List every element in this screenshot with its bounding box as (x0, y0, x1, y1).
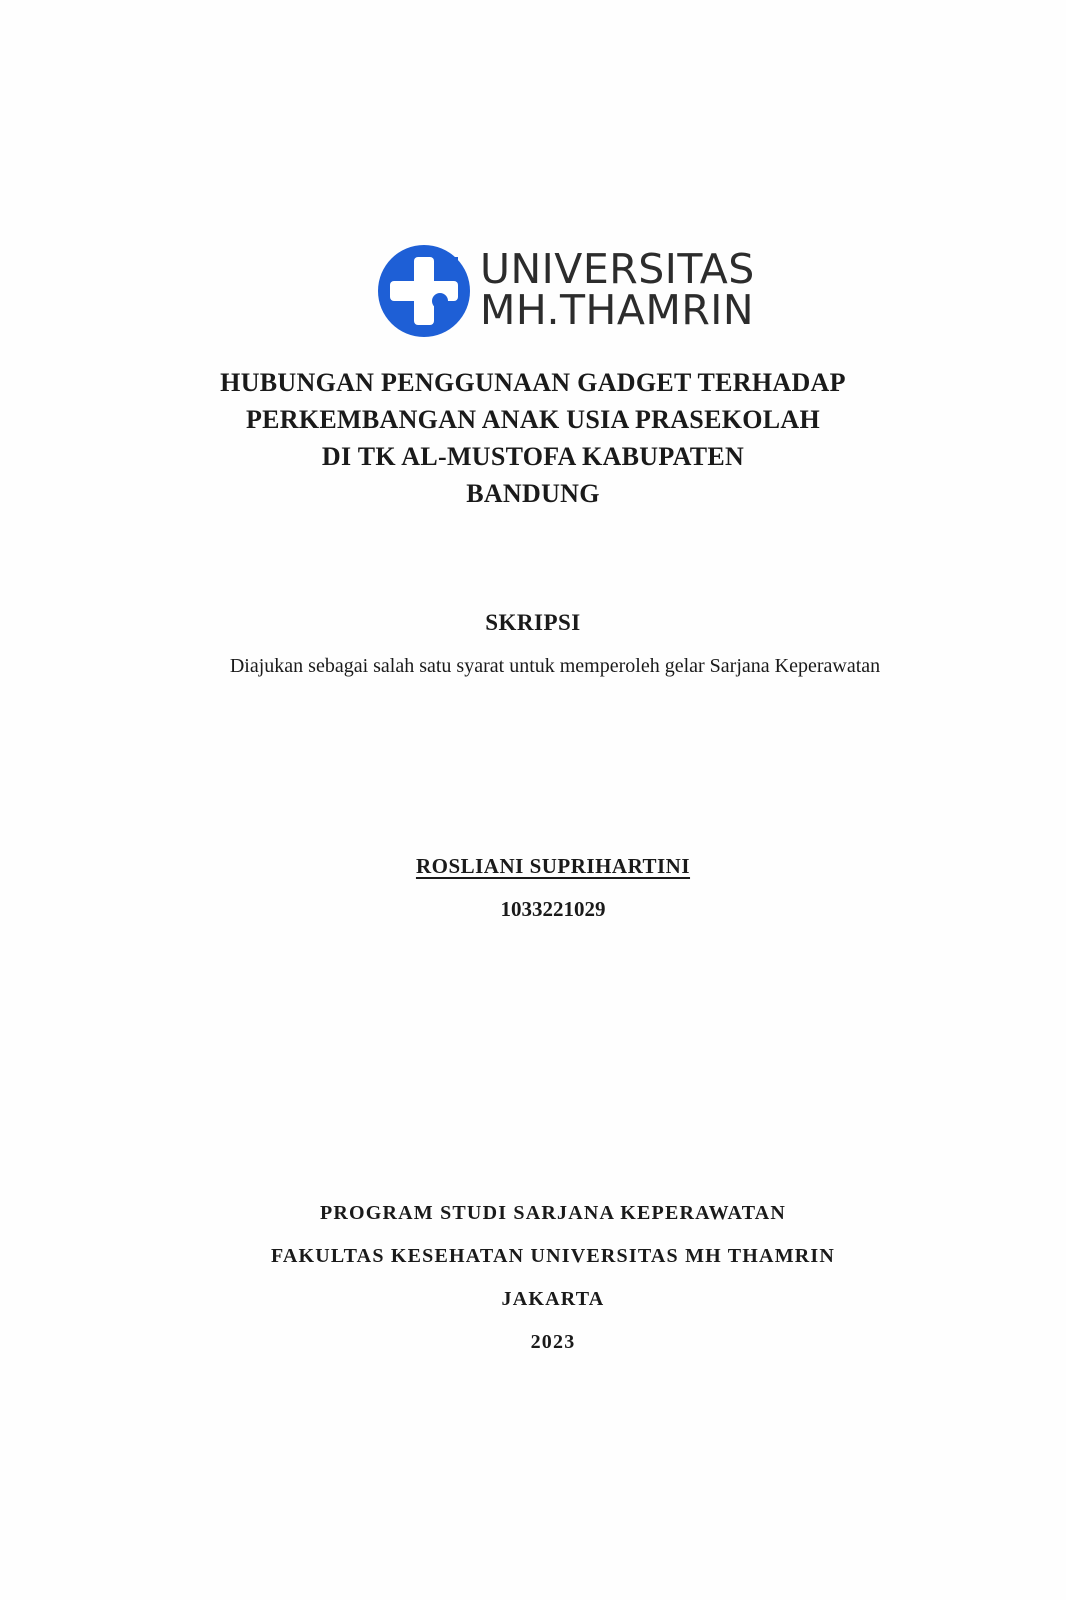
program-name: PROGRAM STUDI SARJANA KEPERAWATAN (319, 1202, 787, 1224)
document-type: SKRIPSI (485, 610, 581, 635)
university-logo (376, 243, 755, 339)
title-line: DI TK AL-MUSTOFA KABUPATEN (321, 442, 745, 471)
university-name-line1: UNIVERSITAS (480, 245, 755, 293)
student-id: 1033221029 (500, 897, 606, 921)
institution-block (0, 1192, 1066, 1364)
title-line: HUBUNGAN PENGGUNAAN GADGET TERHADAP (220, 368, 846, 397)
university-name (480, 245, 755, 334)
document-purpose: Diajukan sebagai salah satu syarat untuk memperoleh gelar Sarjana Keperawatan (229, 655, 881, 677)
year: 2023 (530, 1331, 576, 1353)
city-name: JAKARTA (501, 1288, 605, 1310)
university-name-line2: MH.THAMRIN (480, 286, 755, 334)
title-line: PERKEMBANGAN ANAK USIA PRASEKOLAH (245, 405, 821, 434)
author-name (0, 854, 1066, 879)
title-line: BANDUNG (466, 479, 600, 508)
faculty-name: FAKULTAS KESEHATAN UNIVERSITAS MH THAMRIN (270, 1245, 836, 1267)
author-name-text: ROSLIANI SUPRIHARTINI (415, 854, 691, 878)
medical-cross-circle-icon (376, 243, 472, 339)
thesis-title (0, 364, 1066, 512)
